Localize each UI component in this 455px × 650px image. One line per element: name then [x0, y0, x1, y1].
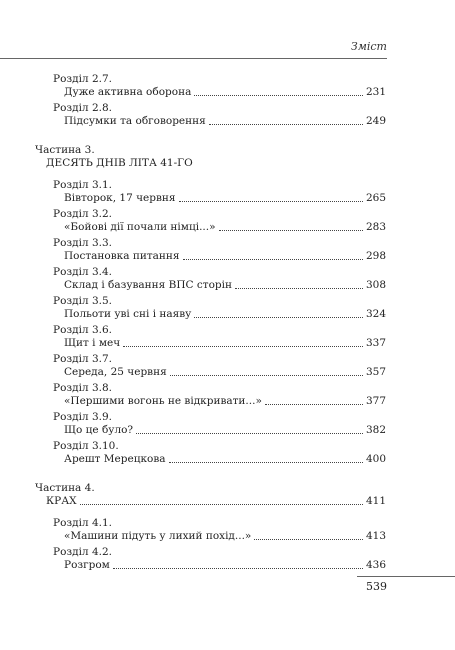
- toc-entry-title: «Машини підуть у лихий похід...»: [64, 530, 252, 542]
- toc-part-entry[interactable]: [46, 495, 386, 507]
- toc-entry[interactable]: [64, 86, 386, 98]
- toc-entry-title: Склад і базування ВПС сторін: [64, 279, 232, 291]
- toc-entry-page: 411: [365, 495, 386, 507]
- toc-entry-title: Дуже активна оборона: [64, 86, 192, 98]
- toc-chapter-label: Розділ 3.7.: [53, 353, 112, 365]
- toc-entry-page: 382: [365, 424, 386, 436]
- toc-entry-title: «Першими вогонь не відкривати...»: [64, 395, 262, 407]
- toc-entry[interactable]: [64, 192, 386, 204]
- leader-dots: [235, 279, 363, 289]
- toc-entry-title: Щит і меч: [64, 337, 121, 349]
- toc-entry[interactable]: [64, 559, 386, 571]
- toc-entry-page: 298: [365, 250, 386, 262]
- toc-entry-title: Підсумки та обговорення: [64, 115, 206, 127]
- toc-chapter-label: Розділ 3.9.: [53, 411, 112, 423]
- toc-part-label: Частина 4.: [35, 482, 95, 494]
- leader-dots: [194, 86, 363, 96]
- toc-entry[interactable]: [64, 221, 386, 233]
- toc-part-label: Частина 3.: [35, 144, 95, 156]
- toc-chapter-label: Розділ 3.4.: [53, 266, 112, 278]
- toc-entry-title: Розгром: [64, 559, 110, 571]
- toc-entry[interactable]: [64, 530, 386, 542]
- toc-chapter-label: Розділ 3.8.: [53, 382, 112, 394]
- toc-entry-title: Що це було?: [64, 424, 134, 436]
- toc-entry-page: 249: [365, 115, 386, 127]
- toc-chapter-label: Розділ 4.2.: [53, 546, 112, 558]
- leader-dots: [169, 453, 363, 463]
- toc-entry-title: Арешт Мерецкова: [64, 453, 166, 465]
- toc-entry-page: 377: [365, 395, 386, 407]
- leader-dots: [209, 115, 363, 125]
- toc-entry-title: Постановка питання: [64, 250, 180, 262]
- toc-entry-page: 337: [365, 337, 386, 349]
- toc-entry-title: Польоти уві сні і наяву: [64, 308, 192, 320]
- toc-entry-page: 308: [365, 279, 386, 291]
- leader-dots: [219, 221, 363, 231]
- toc-entry-page: 400: [365, 453, 386, 465]
- toc-entry-page: 265: [365, 192, 386, 204]
- toc-entry[interactable]: [64, 308, 386, 320]
- leader-dots: [136, 424, 363, 434]
- toc-entry-page: 231: [365, 86, 386, 98]
- toc-entry-title: Середа, 25 червня: [64, 366, 167, 378]
- toc-entry-page: 436: [365, 559, 386, 571]
- toc-entry-page: 357: [365, 366, 386, 378]
- leader-dots: [113, 559, 363, 569]
- toc-entry[interactable]: [64, 453, 386, 465]
- footer-divider: [357, 576, 455, 577]
- toc-entry-page: 413: [365, 530, 386, 542]
- running-header: Зміст: [350, 40, 387, 53]
- header-divider: [0, 58, 387, 59]
- leader-dots: [254, 530, 363, 540]
- toc-entry[interactable]: [64, 424, 386, 436]
- leader-dots: [170, 366, 363, 376]
- toc-chapter-label: Розділ 3.10.: [53, 440, 119, 452]
- toc-entry[interactable]: [64, 366, 386, 378]
- leader-dots: [179, 192, 363, 202]
- toc-chapter-label: Розділ 3.3.: [53, 237, 112, 249]
- leader-dots: [194, 308, 363, 318]
- toc-chapter-label: Розділ 3.1.: [53, 179, 112, 191]
- toc-entry[interactable]: [64, 395, 386, 407]
- toc-chapter-label: Розділ 3.6.: [53, 324, 112, 336]
- toc-entry-title: Вівторок, 17 червня: [64, 192, 176, 204]
- toc-entry[interactable]: [64, 115, 386, 127]
- toc-chapter-label: Розділ 2.7.: [53, 73, 112, 85]
- leader-dots: [183, 250, 363, 260]
- toc-chapter-label: Розділ 3.2.: [53, 208, 112, 220]
- toc-entry-page: 324: [365, 308, 386, 320]
- toc-chapter-label: Розділ 2.8.: [53, 102, 112, 114]
- toc-entry[interactable]: [64, 250, 386, 262]
- leader-dots: [123, 337, 363, 347]
- leader-dots: [80, 495, 363, 505]
- toc-entry[interactable]: [64, 279, 386, 291]
- leader-dots: [265, 395, 363, 405]
- toc-entry-page: 283: [365, 221, 386, 233]
- toc-chapter-label: Розділ 4.1.: [53, 517, 112, 529]
- toc-entry-title: «Бойові дії почали німці...»: [64, 221, 216, 233]
- toc-chapter-label: Розділ 3.5.: [53, 295, 112, 307]
- toc-part-title[interactable]: ДЕСЯТЬ ДНІВ ЛІТА 41-ГО: [46, 157, 193, 169]
- toc-part-title: КРАХ: [46, 495, 77, 507]
- toc-entry[interactable]: [64, 337, 386, 349]
- page-number: 539: [366, 580, 387, 593]
